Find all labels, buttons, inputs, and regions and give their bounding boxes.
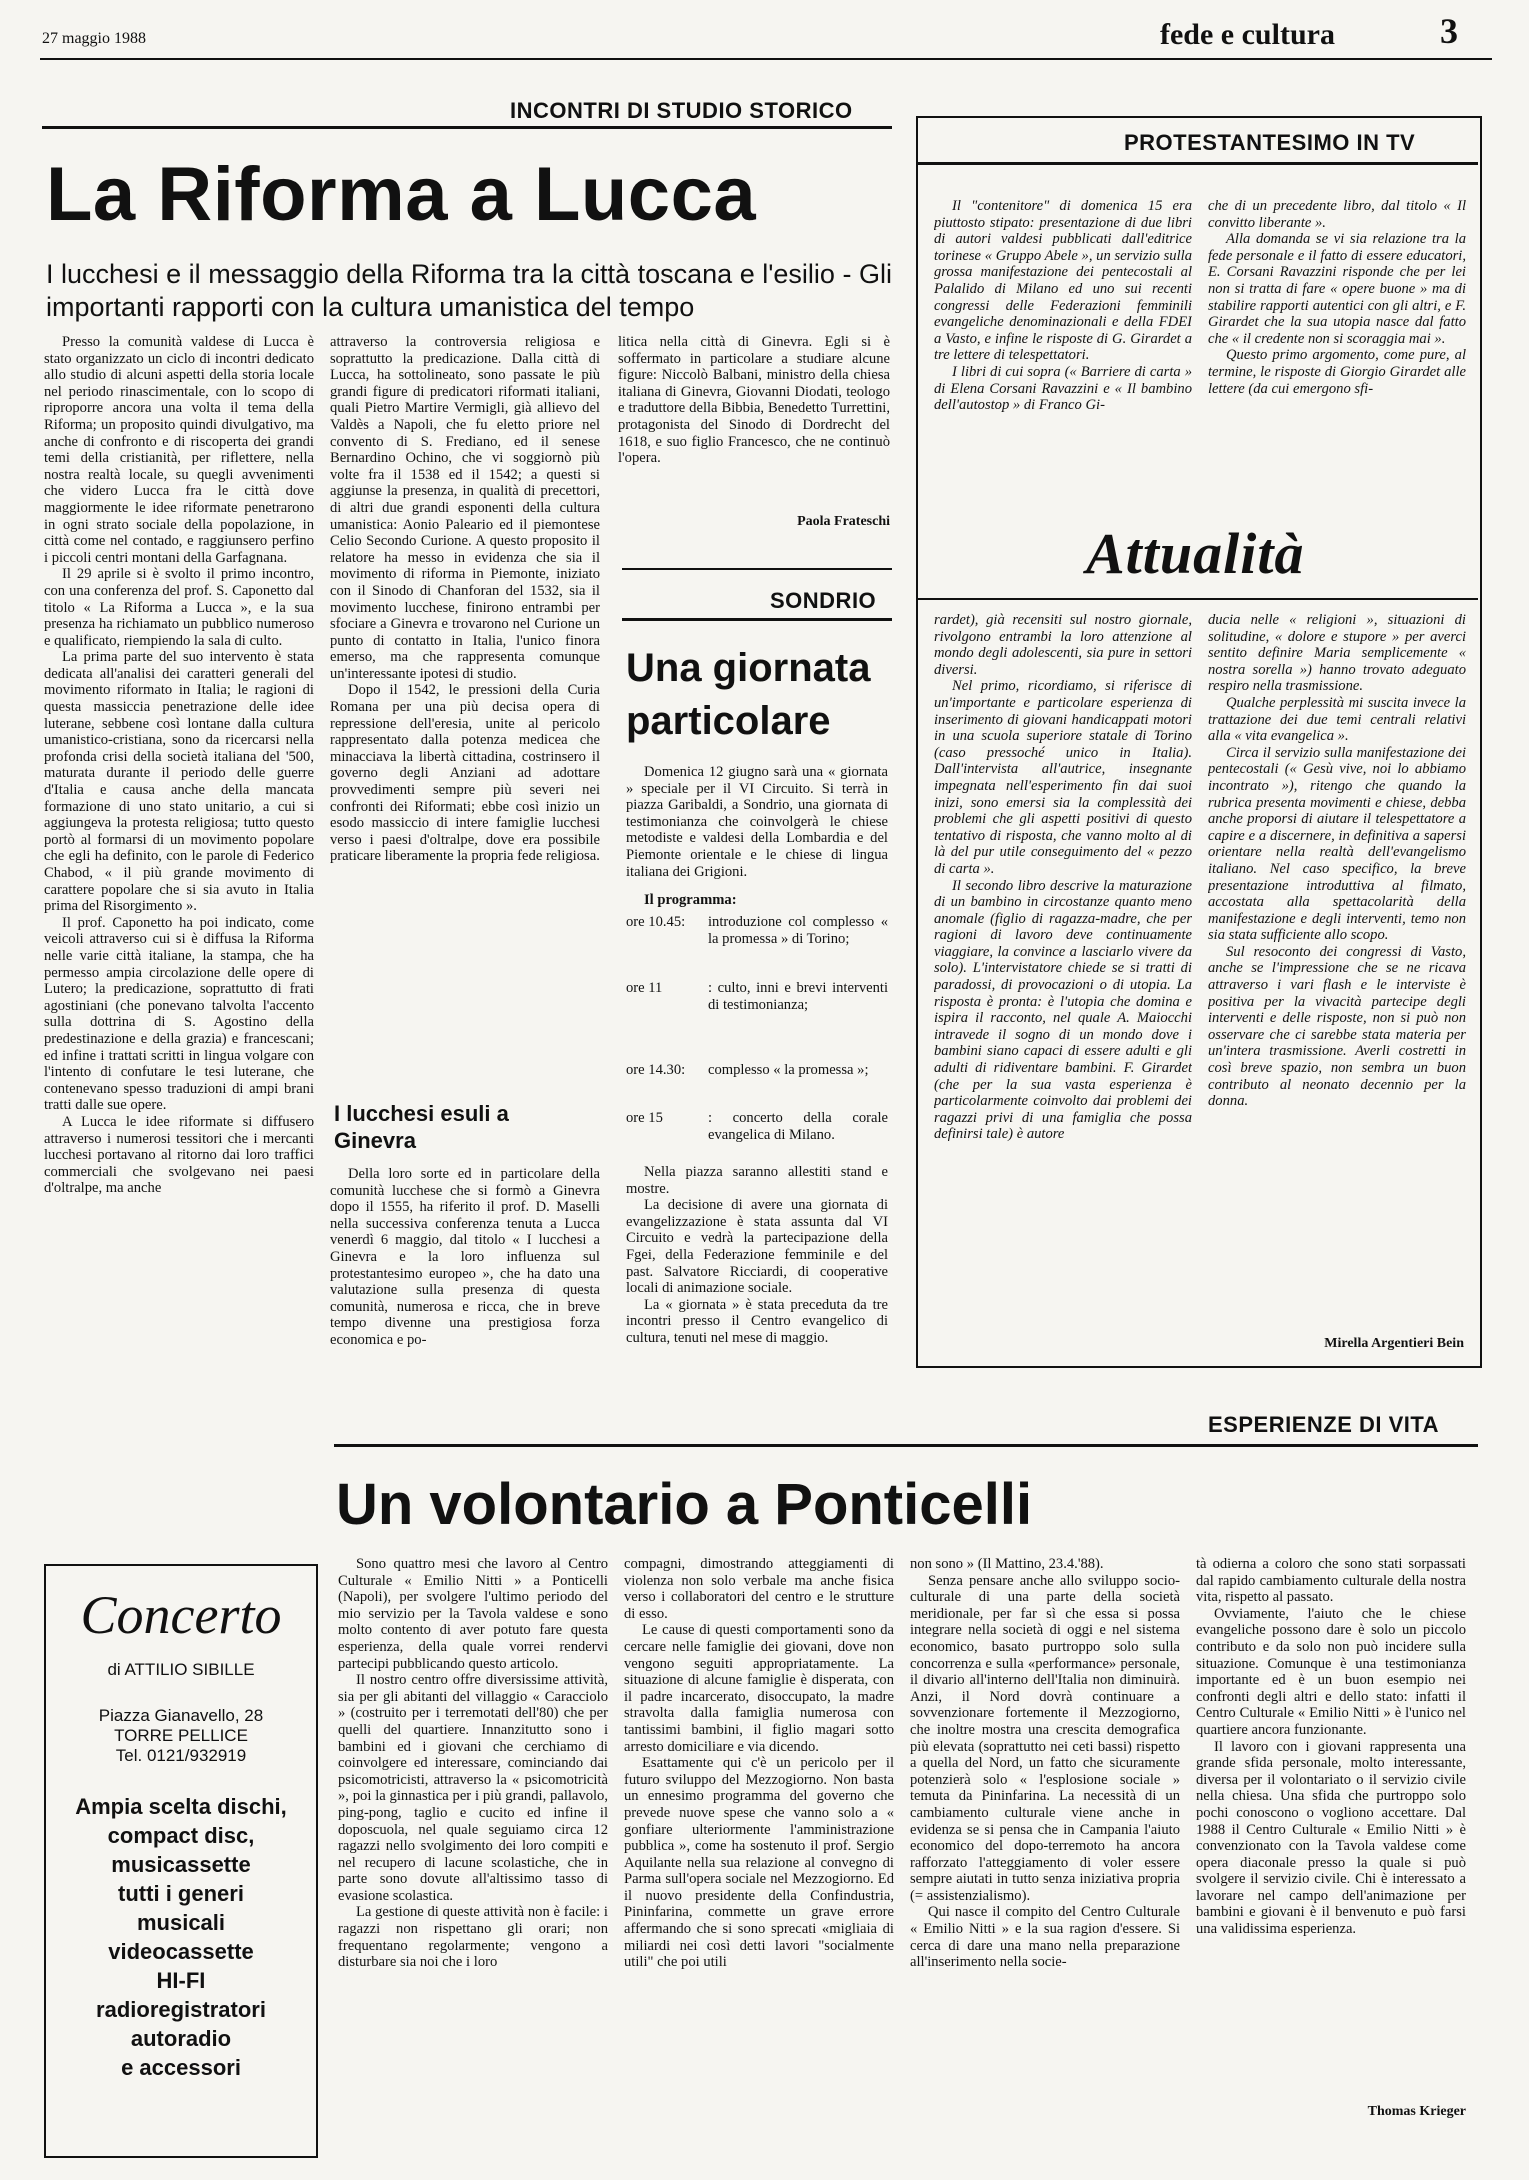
- tv-paragraph: Il "contenitore" di domenica 15 era piuttosto stipato: presentazione di due libri di autori valdesi pubblicati dall'editrice torinese « Gruppo Abele », un servizio sulla grossa manifestazione dei pentecostali al Palalido di Milano ed uno sui recenti congressi delle Federazioni femminili evangeliche denominazionali e della FDEI a Vasto, e infine le risposte di G. Girardet a tre lettere di telespettatori.: [934, 198, 1192, 364]
- ad-line: e accessori: [121, 2055, 241, 2080]
- lucca-paragraph: attraverso la controversia religiosa e soprattutto la predicazione. Dalla città di Lucca, ha sottolineato, sono passate le più grandi figure di predicatori riformati italiani, quali Pietro Martire Vermigli, già allievo del Valdès a Napoli, che fu eletto priore nel convento di S. Frediano, ed il senese Bernardino Ochino, che vi soggiornò più volte fra il 1538 ed il 1542; a questi si aggiunse la presenza, in qualità di precettori, di altri due grandi esponenti della cultura umanistica: Aonio Paleario ed il piemontese Celio Secondo Curione. A questo proposito il relatore ha messo in evidenza che sia il movimento di riforma in Piemonte, iniziato con il Sinodo di Chanforan del 1532, sia il movimento lucchese, finirono entrambi per sfociare a Ginevra e trovarono nel Curione un punto di contatto in Italia, l'unico finora emerso, ma che rappresenta comunque un'interessante ipotesi di studio.: [330, 334, 600, 682]
- lucca-paragraph: Il 29 aprile si è svolto il primo incontro, con una conferenza del prof. S. Caponetto dal titolo « La Riforma a Lucca », e la sua presenza ha richiamato un pubblico numeroso e qualificato, riempiendo la sala di culto.: [44, 566, 314, 649]
- ponticelli-column-3: [910, 1556, 1180, 2156]
- ponticelli-paragraph: tà odierna a coloro che sono stati sorpassati dal rapido cambiamento culturale della nostra vita, rispetto al passato.: [1196, 1556, 1466, 1606]
- tv-paragraph: I libri di cui sopra (« Barriere di carta » di Elena Corsani Ravazzini e « Il bambino dell'autostop » di Franco Gi-: [934, 363, 1192, 414]
- ad-address: Piazza Gianavello, 28: [98, 1706, 264, 1725]
- page-number: 3: [1440, 11, 1458, 51]
- ad-name: Concerto: [80, 1585, 282, 1645]
- sondrio-kicker-rule: [622, 618, 892, 621]
- lucca-paragraph: litica nella città di Ginevra. Egli si è soffermato in particolare a studiare alcune figure: Niccolò Balbani, ministro della chiesa italiana di Ginevra, Giovanni Diodati, teologo e traduttore della Bibbia, Benedetto Turrettini, protagonista del Sinodo di Dordrecht del 1618, e suo figlio Francesco, che ne continuò l'opera.: [618, 334, 890, 467]
- program-time: ore 15: [626, 1110, 663, 1126]
- ponticelli-column-2: [624, 1556, 894, 2156]
- ponticelli-kicker: ESPERIENZE DI VITA: [1208, 1412, 1440, 1437]
- tv-column-2: [1208, 198, 1466, 488]
- ponticelli-title: Un volontario a Ponticelli: [336, 1472, 1033, 1537]
- sondrio-paragraph: La decisione di avere una giornata di evangelizzazione è stata assunta dal VI Circuito e vedrà la partecipazione della Fgei, della Federazione femminile e del past. Salvatore Ricciardi, di cooperative locali di animazione sociale.: [626, 1197, 888, 1297]
- sondrio-program: [626, 914, 888, 1158]
- ad-offer: [46, 1792, 316, 2082]
- ponticelli-paragraph: Esattamente qui c'è un pericolo per il futuro sviluppo del Mezzogiorno. Non basta un ennesimo programma del governo che prevede nuove spese che vanno solo a « gonfiare ulteriormente l'amministrazione pubblica », come ha sostenuto il prof. Sergio Aquilante nella sua relazione al convegno di Parma sull'opera sociale nel Mezzogiorno. Ed il nuovo presidente della Confindustria, Pininfarina, commette un grave errore affermando che si sono sprecati «migliaia di miliardi nei così detti lavori "socialmente utili" che poi utili: [624, 1755, 894, 1971]
- program-row: [626, 914, 888, 980]
- program-time: ore 11: [626, 980, 663, 996]
- program-text: complesso « la promessa »;: [708, 1062, 869, 1078]
- ponticelli-paragraph: La gestione di queste attività non è facile: i ragazzi non rispettano gli orari; non frequentano regolarmente; vengono a disturbare sia noi che i loro: [338, 1904, 608, 1971]
- ad-line: musicassette: [111, 1852, 251, 1877]
- ad-phone: Tel. 0121/932919: [115, 1746, 247, 1765]
- ad-line: musicali: [136, 1910, 226, 1935]
- sondrio-body: [626, 764, 888, 884]
- tv-column-4: [1208, 612, 1466, 1318]
- tv-paragraph: Nel primo, ricordiamo, si riferisce di un'importante e particolare esperienza di inserimento di giovani handicappati motori in una scuola superiore statale di Torino (caso pressoché unico in Italia). Dall'intervista all'autrice, insegnante impegnata nell'esperimento fin dai suoi inizi, sono emersi sia la complessità dei problemi che gli aspetti positivi di questo tentativo di risposta, che vanno molto al di là del pur utile conseguimento del « pezzo di carta ».: [934, 678, 1192, 877]
- lucca-subheading: I lucchesi esuli a Ginevra: [334, 1101, 509, 1153]
- ponticelli-kicker-rule: [334, 1444, 1478, 1447]
- lucca-paragraph: A Lucca le idee riformate si diffusero attraverso i numerosi tessitori che i mercanti lucchesi portavano al ritorno dai loro traffici commerciali che svolgevano nei paesi d'oltralpe, ma anche: [44, 1113, 314, 1197]
- sondrio-top-rule: [622, 568, 892, 570]
- ponticelli-paragraph: Sono quattro mesi che lavoro al Centro Culturale « Emilio Nitti » a Ponticelli (Napoli), per svolgere l'ultimo periodo del mio servizio per la Tavola valdese e sono molto contento di aver potuto fare questa esperienza, della quale vorrei rendervi partecipi pubblicando questo articolo.: [338, 1556, 608, 1672]
- tv-paragraph: Questo primo argomento, come pure, al termine, le risposte di Giorgio Girardet alle lettere (da cui emergono sfi-: [1208, 347, 1466, 397]
- tv-paragraph: Il secondo libro descrive la maturazione di un bambino in circostanze quanto meno anomale (figlio di ragazza-madre, che per ragioni di lavoro deve continuamente viaggiare, la convince a lasciarlo vivere da solo). L'intervistatore chiede se si tratti di paradossi, di provocazioni o di utopia. La risposta è pronta: è l'utopia che domina e ispira il racconto, nel quale A. Maiocchi intravede il sogno di un mondo dove i bambini siano capaci di essere adulti e gli adulti di ridiventare bambini. F. Girardet (che per la sua vasta esperienza è particolarmente coinvolto dai problemi dei ragazzi privi di una famiglia che possa definirsi tale) è autore: [934, 877, 1192, 1143]
- ponticelli-paragraph: compagni, dimostrando atteggiamenti di violenza non solo verbale ma anche fisica verso i collaboratori del centro e le strutture di esso.: [624, 1556, 894, 1622]
- attualita-badge: Attualità: [1086, 521, 1305, 586]
- program-time: ore 14.30:: [626, 1062, 686, 1078]
- concerto-ad: [44, 1564, 318, 2158]
- lucca-paragraph: Della loro sorte ed in particolare della comunità lucchese che si formò a Ginevra dopo il 1555, ha riferito il prof. D. Maselli nella successiva conferenza tenuta a Lucca venerdì 6 maggio, dal titolo « I lucchesi a Ginevra e la loro influenza sul protestantesimo europeo », che ha dato una valutazione sulla presenza di questa comunità, numerosa e ricca, che in breve tempo divenne una prestigiosa forza economica e po-: [330, 1166, 600, 1348]
- sondrio-program-label: Il programma:: [644, 892, 737, 908]
- lucca-column-2b: [330, 1166, 600, 1456]
- ad-line: radioregistratori: [96, 1997, 266, 2022]
- program-row: [626, 1062, 888, 1110]
- lucca-column-2: [330, 334, 600, 1104]
- ad-city: TORRE PELLICE: [114, 1726, 248, 1745]
- tv-column-1: [934, 198, 1192, 520]
- lucca-column-3: [618, 334, 890, 514]
- ponticelli-column-4: [1196, 1556, 1466, 2096]
- lucca-title: La Riforma a Lucca: [46, 152, 757, 237]
- ad-line: HI-FI: [156, 1968, 206, 1993]
- lucca-byline: Paola Frateschi: [797, 514, 890, 529]
- masthead-date: 27 maggio 1988: [42, 30, 146, 47]
- ponticelli-paragraph: Il lavoro con i giovani rappresenta una grande sfida personale, molto interessante, diversa per il volontariato o il servizio civile nella chiesa. Una sfida che purtroppo solo pochi conoscono o vogliono accettare. Dal 1988 il Centro Culturale « Emilio Nitti » è convenzionato con la Tavola valdese come opera diaconale presso la quale si può svolgere il servizio civile. Chi è interessato a lavorare nel campo dell'animazione per bambini e giovani è il benvenuto e può farsi una validissima esperienza.: [1196, 1738, 1466, 1938]
- tv-byline: Mirella Argentieri Bein: [1324, 1336, 1464, 1351]
- program-text: : concerto della corale evangelica di Milano.: [708, 1110, 888, 1143]
- program-time: ore 10.45:: [626, 914, 686, 930]
- ponticelli-paragraph: Le cause di questi comportamenti sono da cercare nelle famiglie dei giovani, dove non vengono seguiti appropriatamente. La situazione di alcune famiglie è disperata, con il padre incarcerato, disoccupato, la madre stravolta dalla famiglia numerosa con tantissimi bambini, il figlio magari sotto arresto domiciliare e via dicendo.: [624, 1622, 894, 1755]
- tv-kicker: PROTESTANTESIMO IN TV: [1124, 130, 1416, 155]
- sondrio-paragraph: La « giornata » è stata preceduta da tre incontri presso il Centro evangelico di cultura, tenuti nel mese di maggio.: [626, 1296, 888, 1346]
- attualita-rule: [918, 598, 1478, 600]
- program-row: [626, 980, 888, 1062]
- program-text: : culto, inni e brevi interventi di testimonianza;: [708, 980, 888, 1013]
- program-row: [626, 1110, 888, 1158]
- lucca-paragraph: La prima parte del suo intervento è stata dedicata all'analisi dei caratteri generali del movimento riformato in Italia; le ragioni di questa massiccia penetrazione delle idee luterane, sebbene così lontane dalla cultura umanistico-cristiana, sono da ricercarsi nella profonda crisi della società italiana del '500, maturata durante il periodo delle guerre d'Italia e causa anche della mancata formazione di uno stato unitario, a cui si aggiungeva la protesta religiosa; tutto questo portò al formarsi di un movimento popolare che egli ha definito, con le parole di Federico Chabod, « il più grande movimento di carattere popolare che si sia avuto in Italia prima del Risorgimento ».: [44, 649, 314, 915]
- tv-column-3: [934, 612, 1192, 1360]
- ad-owner: di ATTILIO SIBILLE: [107, 1660, 255, 1679]
- tv-paragraph: Circa il servizio sulla manifestazione dei pentecostali (« Gesù vive, noi lo abbiamo incontrato »), ritengo che quando la rubrica presenta movimenti e chiese, debba anche proporsi di aiutare il telespettatore a capire e a discernere, in definitiva a sapersi orientare nella realtà dell'evangelismo italiano. Nel caso specifico, la breve presentazione introduttiva al filmato, accostata alla spettacolarità della manifestazione e degli interventi, temo non sia stata sufficiente allo scopo.: [1208, 744, 1466, 944]
- ad-line: autoradio: [130, 2026, 232, 2051]
- lucca-subtitle: I lucchesi e il messaggio della Riforma tra la città toscana e l'esilio - Gli importanti rapporti con la cultura umanistica del tempo: [46, 259, 892, 322]
- sondrio-paragraph: Nella piazza saranno allestiti stand e mostre.: [626, 1164, 888, 1197]
- ponticelli-column-1: [338, 1556, 608, 2156]
- tv-paragraph: rardet), già recensiti sul nostro giornale, rivolgono entrambi la loro attenzione al mondo degli adolescenti, sia pure in settori diversi.: [934, 612, 1192, 678]
- masthead-rule: [40, 58, 1492, 60]
- tv-paragraph: Qualche perplessità mi suscita invece la trattazione dei due temi centrali relativi alla « vita evangelica ».: [1208, 694, 1466, 745]
- sondrio-kicker: SONDRIO: [770, 588, 877, 613]
- ponticelli-paragraph: Ovviamente, l'aiuto che le chiese evangeliche possono dare è solo un piccolo contributo e da solo non può incidere sulla situazione. Comunque è una testimonianza importante ed è un buon esempio nei confronti degli altri e dello stato: infatti il Centro Culturale « Emilio Nitti » è l'unico nel quartiere ancora funzionante.: [1196, 1605, 1466, 1738]
- sondrio-paragraph: Domenica 12 giugno sarà una « giornata » speciale per il VI Circuito. Si terrà in piazza Garibaldi, a Sondrio, una giornata di testimonianza che coinvolgerà le chiese metodiste e valdesi della Lombardia e del Piemonte orientale e le chiese di lingua italiana dei Grigioni.: [626, 764, 888, 880]
- tv-paragraph: Alla domanda se vi sia relazione tra la fede personale e il fatto di essere educatori, E. Corsani Ravazzini risponde che per lei non si tratta di fare « opere buone » ma di stabilire rapporti autentici con gli altri, e F. Girardet che la sua utopia nasce dal fatto che « il credente non si scoraggia mai ».: [1208, 231, 1466, 347]
- ad-line: tutti i generi: [118, 1881, 244, 1906]
- ad-line: compact disc,: [107, 1823, 255, 1848]
- sondrio-title: Una giornata particolare: [626, 646, 871, 743]
- masthead-section: fede e cultura: [1160, 18, 1335, 51]
- lucca-kicker: INCONTRI DI STUDIO STORICO: [510, 98, 853, 123]
- ponticelli-byline: Thomas Krieger: [1367, 2104, 1466, 2119]
- tv-paragraph: ducia nelle « religioni », situazioni di solitudine, « dolore e stupore » per averci sentito definire Maria semplicemente « nostra sorella ») hanno trovato adeguato respiro nella trasmissione.: [1208, 612, 1466, 695]
- lucca-paragraph: Il prof. Caponetto ha poi indicato, come veicoli attraverso cui si è diffusa la Riforma nelle varie città italiane, la stampa, che ha permesso ampia circolazione delle opere di Lutero; la predicazione, soprattutto di frati agostiniani (che ponevano talvolta l'accento sulla dottrina di S. Agostino della predestinazione e della grazia) e francescani; ed infine i trattati scritti in lingua volgare con l'intento di confutare le tesi luterane, che contenevano spesso traduzioni di ampi brani tratti dalle sue opere.: [44, 914, 314, 1114]
- lucca-paragraph: Dopo il 1542, le pressioni della Curia Romana per una più decisa opera di repressione dell'eresia, unite al pericolo rappresentato dalla potenza medicea che minacciava la libertà cittadina, costrinsero il governo degli Anziani ad adottare provvedimenti sempre più severi nei confronti dei Riformati; ebbe così inizio un esodo massiccio di intere famiglie lucchesi verso i paesi d'oltralpe, dove era possibile praticare liberamente la propria fede religiosa.: [330, 682, 600, 865]
- ad-line: Ampia scelta dischi,: [75, 1794, 287, 1819]
- tv-paragraph: Sul resoconto dei congressi di Vasto, anche se l'impressione che se ne ricava attraverso i vari flash e le interviste è positiva per la vivacità partecipe degli interventi e delle risposte, non si può non osservare che ci sarebbe stata materia per un'intera trasmissione. Averli costretti in così breve spazio, non sembra un buon contributo al neonato decennio per la donna.: [1208, 943, 1466, 1110]
- ponticelli-paragraph: non sono » (Il Mattino, 23.4.'88).: [910, 1556, 1104, 1572]
- ponticelli-paragraph: Senza pensare anche allo sviluppo socio-culturale di una parte della società meridionale, per far sì che essa si possa integrare nella società di oggi e nel sistema economico, basato purtroppo solo sulla concorrenza e sulla «performance» personale, il divario all'interno dell'Italia non diminuirà. Anzi, il Nord dovrà continuare a sovvenzionare fortemente il Mezzogiorno, che inoltre mostra una crescita demografica più elevata (soprattutto nei ceti bassi) rispetto a quella del Nord, un fatto che sicuramente potenzierà solo « l'esplosione sociale » temuta da Pininfarina. La necessità di un cambiamento culturale viene anche in evidenza se si pensa che in Campania l'aiuto economico del dopo-terremoto ha ancora rafforzato l'atteggiamento di voler essere sempre aiutati in tutto senza iniziativa propria (= assistenzialismo).: [910, 1572, 1180, 1904]
- tv-paragraph: che di un precedente libro, dal titolo « Il convitto liberante ».: [1208, 198, 1466, 231]
- ponticelli-paragraph: Qui nasce il compito del Centro Culturale « Emilio Nitti » e la sua ragion d'essere. Si cerca di dare una mano nella preparazione all'inserimento nella socie-: [910, 1904, 1180, 1971]
- ponticelli-paragraph: Il nostro centro offre diversissime attività, sia per gli abitanti del villaggio « Caracciolo » (costruito per i terremotati dell'80) che per quelli del quartiere. Innanzitutto sono i bambini ed i giovani che cerchiamo di coinvolgere ed interessare, cominciando dai psicomotricisti, attraverso la « psicomotricità », poi la ginnastica per i più grandi, pallavolo, ping-pong, taglio e cucito ed infine il doposcuola, nel quale seguiamo circa 12 ragazzi nello svolgimento dei loro compiti e nel recupero di lacune scolastiche, che in parte sono dovute all'altissimo tasso di evasione scolastica.: [338, 1672, 608, 1904]
- program-text: introduzione col complesso « la promessa » di Torino;: [708, 914, 888, 947]
- lucca-paragraph: Presso la comunità valdese di Lucca è stato organizzato un ciclo di incontri dedicato allo studio di alcuni aspetti della storia locale nel periodo rinascimentale, con lo scopo di riproporre ancora una volta il tema della Riforma; un proposito quindi divulgativo, ma anche di confronto e di riscoperta dei grandi temi della cristianità, per riflettere, nella nostra realtà locale, su quegli avvenimenti che videro Lucca fra le città dove maggiormente le idee riformate penetrarono in ogni strato sociale della popolazione, in città come nel contado, e raggiunsero perfino i piccoli centri montani della Garfagnana.: [44, 334, 314, 566]
- ad-line: videocassette: [108, 1939, 254, 1964]
- tv-kicker-rule: [918, 162, 1478, 165]
- lucca-kicker-rule: [42, 126, 892, 129]
- sondrio-body-after: [626, 1164, 888, 1464]
